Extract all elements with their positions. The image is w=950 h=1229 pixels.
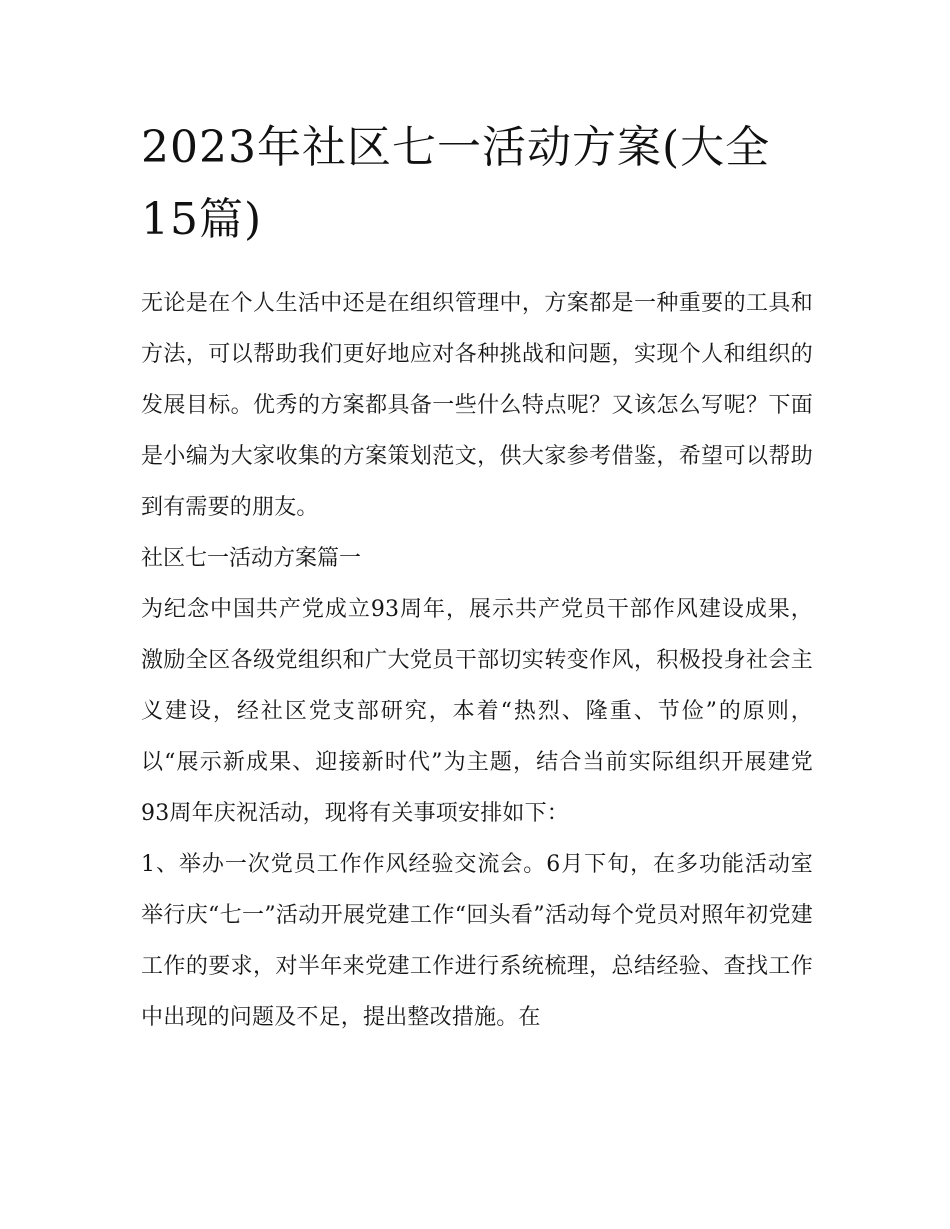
section-heading: 社区七一活动方案篇一 — [141, 546, 362, 571]
body-paragraph: 为纪念中国共产党成立93周年，展示共产党员干部作风建设成果，激励全区各级党组织和广大党员干部切实转变作风，积极投身社会主义建设，经社区党支部研究，本着“热烈、隆重、节俭”的原则，以“展示新成果、迎接新时代”为主题，结合当前实际组织开展建党93周年庆祝活动，现将有关事项安排如下： — [141, 597, 813, 826]
document-title: 2023年社区七一活动方案(大全15篇) — [141, 122, 771, 245]
intro-paragraph: 无论是在个人生活中还是在组织管理中，方案都是一种重要的工具和方法，可以帮助我们更好地应对各种挑战和问题，实现个人和组织的发展目标。优秀的方案都具备一些什么特点呢？又该怎么写呢？下面是小编为大家收集的方案策划范文，供大家参考借鉴，希望可以帮助到有需要的朋友。 — [141, 291, 813, 520]
document-body — [141, 112, 813, 1043]
list-item-paragraph: 1、举办一次党员工作作风经验交流会。6月下旬，在多功能活动室举行庆“七一”活动开展党建工作“回头看”活动每个党员对照年初党建工作的要求，对半年来党建工作进行系统梳理，总结经验、查找工作中出现的问题及不足，提出整改措施。在 — [141, 852, 813, 1030]
